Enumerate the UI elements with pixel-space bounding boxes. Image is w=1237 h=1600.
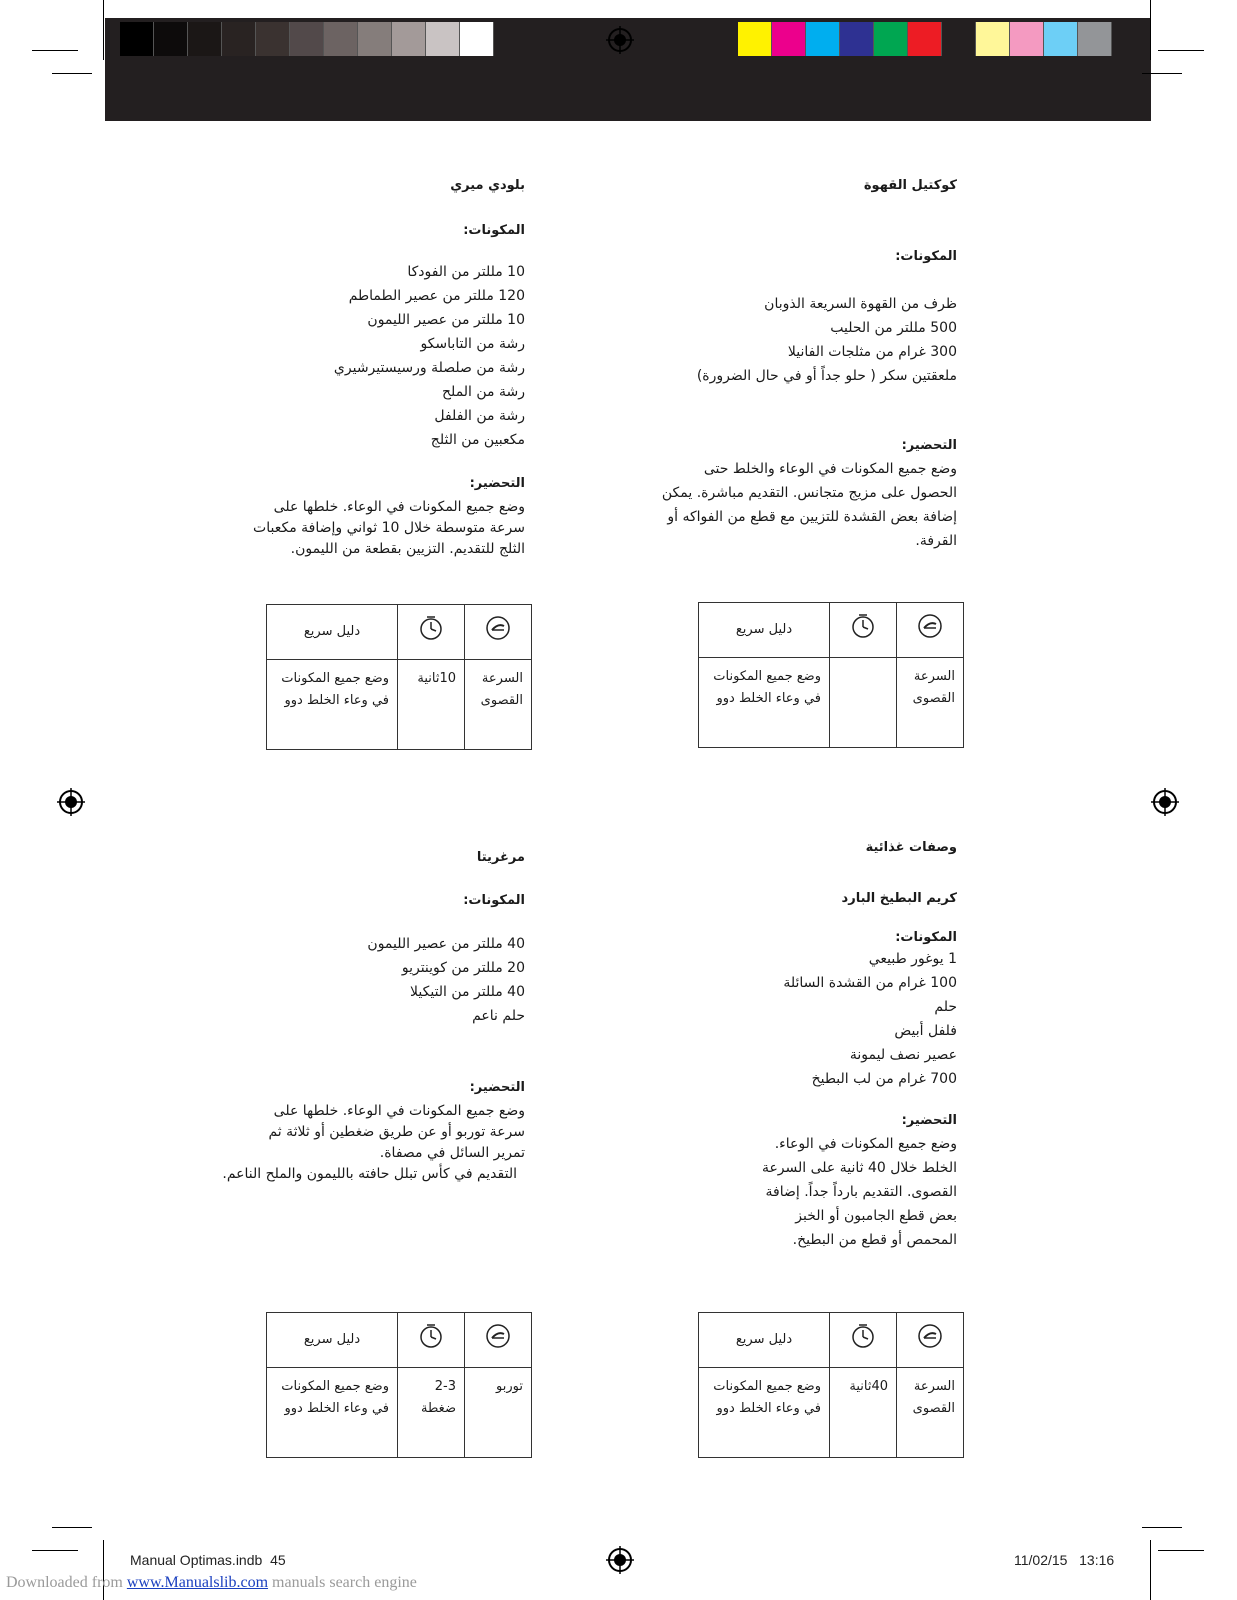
ingredient-item: حلم ناعم [472, 1008, 525, 1024]
gray-swatch [120, 22, 154, 56]
guide-header: دليل سريع [699, 603, 830, 658]
footer-date: 11/02/15 [1014, 1552, 1068, 1568]
registration-mark-icon [606, 26, 634, 54]
crop-mark [1158, 1550, 1204, 1551]
ingredient-item: 300 غرام من مثلجات الفانيلا [787, 344, 957, 360]
guide-header: دليل سريع [267, 1313, 398, 1368]
time-value [830, 658, 897, 748]
color-swatch [840, 22, 874, 56]
speed-icon-cell [897, 603, 964, 658]
recipe-title: كوكتيل القهوة [863, 178, 957, 193]
ingredients-heading: المكونات: [463, 223, 525, 238]
preparation-heading: التحضير: [901, 438, 957, 453]
ingredient-item: رشة من الفلفل [434, 408, 525, 424]
preparation-line: وضع جميع المكونات في الوعاء. خلطها على [273, 1103, 525, 1119]
speed-dial-icon [917, 613, 943, 639]
download-credit [6, 1574, 417, 1592]
crop-mark [1150, 1540, 1151, 1600]
footer-time: 13:16 [1079, 1552, 1115, 1568]
gray-swatch [290, 22, 324, 56]
color-swatch [772, 22, 806, 56]
footer-file-name: Manual Optimas.indb [130, 1552, 263, 1568]
ingredient-item: 1 يوغور طبيعي [868, 951, 957, 967]
ingredient-item: 40 مللتر من التيكيلا [410, 984, 525, 1000]
color-swatch [908, 22, 942, 56]
ingredient-item: 100 غرام من القشدة السائلة [783, 975, 957, 991]
color-swatch [976, 22, 1010, 56]
speed-value: السرعة القصوى [897, 658, 964, 748]
crop-mark [103, 0, 104, 60]
preparation-line: إضافة بعض القشدة للتزيين مع قطع من الفواكه أو [667, 509, 957, 525]
preparation-line: سرعة توربو أو عن طريق ضغطين أو ثلاثة ثم [268, 1124, 525, 1140]
ingredient-item: 40 مللتر من عصير الليمون [367, 936, 525, 952]
gray-swatch [460, 22, 494, 56]
guide-content: وضع جميع المكونات في وعاء الخلط دوو [267, 660, 398, 750]
gray-swatch [392, 22, 426, 56]
ingredient-item: عصير نصف ليمونة [849, 1047, 957, 1063]
quick-guide-table [698, 1312, 964, 1458]
color-swatch [1010, 22, 1044, 56]
guide-content: وضع جميع المكونات في وعاء الخلط دوو [267, 1368, 398, 1458]
section-title: وصفات غذائية [865, 840, 957, 855]
registration-mark-icon [606, 1546, 634, 1574]
preparation-line: المحمص أو قطع من البطيخ. [792, 1232, 957, 1248]
gray-swatch [256, 22, 290, 56]
color-swatch [942, 22, 976, 56]
ingredient-item: مكعبين من الثلج [430, 432, 525, 448]
recipe-margarita [222, 850, 525, 1185]
crop-mark [1142, 1527, 1182, 1528]
color-swatch [1044, 22, 1078, 56]
ingredient-item: 500 مللتر من الحليب [830, 320, 957, 336]
grayscale-swatches [120, 22, 494, 56]
color-swatch [874, 22, 908, 56]
quick-guide-table [266, 604, 532, 750]
preparation-line: الثلج للتقديم. التزيين بقطعة من الليمون. [290, 541, 525, 557]
preparation-line: الحصول على مزيج متجانس. التقديم مباشرة. يمكن [661, 485, 957, 501]
registration-mark-icon [1151, 788, 1179, 816]
quick-guide-table [698, 602, 964, 748]
crop-mark [52, 1527, 92, 1528]
crop-mark [32, 50, 78, 51]
crop-mark [1158, 50, 1204, 51]
gray-swatch [154, 22, 188, 56]
preparation-heading: التحضير: [469, 476, 525, 491]
recipe-title: مرغريتا [476, 850, 525, 865]
speed-value: السرعة القصوى [465, 660, 532, 750]
ingredient-item: ظرف من القهوة السريعة الذوبان [764, 296, 957, 312]
speed-dial-icon [485, 615, 511, 641]
preparation-line: وضع جميع المكونات في الوعاء. خلطها على [273, 499, 525, 515]
clock-icon [418, 615, 444, 641]
timer-icon-cell [398, 1313, 465, 1368]
ingredient-item: 10 مللتر من عصير الليمون [367, 312, 525, 328]
ingredient-item: 120 مللتر من عصير الطماطم [348, 288, 525, 304]
preparation-line: وضع جميع المكونات في الوعاء والخلط حتى [703, 461, 957, 477]
time-value: 40ثانية [830, 1368, 897, 1458]
preparation-line: القصوى. التقديم بارداً جداً. إضافة [765, 1184, 957, 1200]
speed-dial-icon [485, 1323, 511, 1349]
ingredient-item: رشة من الملح [442, 384, 525, 400]
manualslib-link[interactable]: www.Manualslib.com [126, 1574, 269, 1591]
clock-icon [850, 613, 876, 639]
timer-icon-cell [830, 603, 897, 658]
guide-content: وضع جميع المكونات في وعاء الخلط دوو [699, 658, 830, 748]
ingredient-item: حلم [934, 999, 957, 1015]
preparation-heading: التحضير: [901, 1113, 957, 1128]
ingredients-heading: المكونات: [463, 893, 525, 908]
preparation-line: الخلط خلال 40 ثانية على السرعة [761, 1160, 957, 1176]
gray-swatch [324, 22, 358, 56]
preparation-line: وضع جميع المكونات في الوعاء. [774, 1136, 957, 1152]
preparation-line: بعض قطع الجامبون أو الخبز [795, 1208, 957, 1224]
footer-timestamp [1014, 1552, 1114, 1568]
preparation-line: التقديم في كأس تبلل حافته بالليمون والملح الناعم. [222, 1166, 517, 1182]
recipe-melon-cream [657, 840, 957, 1252]
footer-page-number: 45 [270, 1552, 286, 1568]
recipe-bloody-mary [225, 178, 525, 560]
download-prefix: Downloaded from [6, 1574, 127, 1591]
preparation-line: تمرير السائل في مصفاة. [379, 1145, 525, 1161]
gray-swatch [222, 22, 256, 56]
recipe-coffee-cocktail [657, 178, 957, 553]
footer-file [130, 1552, 286, 1568]
ingredient-item: رشة من التاباسكو [420, 336, 525, 352]
quick-guide-table [266, 1312, 532, 1458]
timer-icon-cell [398, 605, 465, 660]
gray-swatch [358, 22, 392, 56]
preparation-heading: التحضير: [469, 1080, 525, 1095]
crop-mark [52, 73, 92, 74]
guide-header: دليل سريع [267, 605, 398, 660]
ingredient-item: فلفل أبيض [894, 1023, 957, 1039]
time-value: 2-3 ضغطة [398, 1368, 465, 1458]
speed-icon-cell [897, 1313, 964, 1368]
recipe-title: بلودي ميري [450, 178, 525, 193]
ingredients-heading: المكونات: [895, 930, 957, 945]
preparation-line: سرعة متوسطة خلال 10 ثواني وإضافة مكعبات [253, 520, 525, 536]
clock-icon [418, 1323, 444, 1349]
time-value: 10ثانية [398, 660, 465, 750]
color-swatch [806, 22, 840, 56]
registration-mark-icon [57, 788, 85, 816]
speed-value: السرعة القصوى [897, 1368, 964, 1458]
ingredient-item: 10 مللتر من الفودكا [407, 264, 525, 280]
ingredient-item: 700 غرام من لب البطيخ [811, 1071, 957, 1087]
ingredient-item: ملعقتين سكر ( حلو جداً أو في حال الضرورة) [696, 368, 957, 384]
ingredient-item: 20 مللتر من كوينتريو [401, 960, 525, 976]
guide-content: وضع جميع المكونات في وعاء الخلط دوو [699, 1368, 830, 1458]
crop-mark [1142, 73, 1182, 74]
crop-mark [1150, 0, 1151, 60]
gray-swatch [188, 22, 222, 56]
speed-icon-cell [465, 605, 532, 660]
color-swatch [738, 22, 772, 56]
ingredient-item: رشة من صلصلة ورسيستيرشيري [333, 360, 525, 376]
download-suffix: manuals search engine [268, 1574, 417, 1591]
recipe-title: كريم البطيخ البارد [841, 891, 957, 906]
gray-swatch [426, 22, 460, 56]
guide-header: دليل سريع [699, 1313, 830, 1368]
color-swatch [1078, 22, 1112, 56]
speed-dial-icon [917, 1323, 943, 1349]
process-color-swatches [738, 22, 1112, 56]
crop-mark [32, 1550, 78, 1551]
speed-value: توربو [465, 1368, 532, 1458]
timer-icon-cell [830, 1313, 897, 1368]
preparation-line: القرفة. [915, 533, 957, 549]
speed-icon-cell [465, 1313, 532, 1368]
clock-icon [850, 1323, 876, 1349]
ingredients-heading: المكونات: [895, 249, 957, 264]
